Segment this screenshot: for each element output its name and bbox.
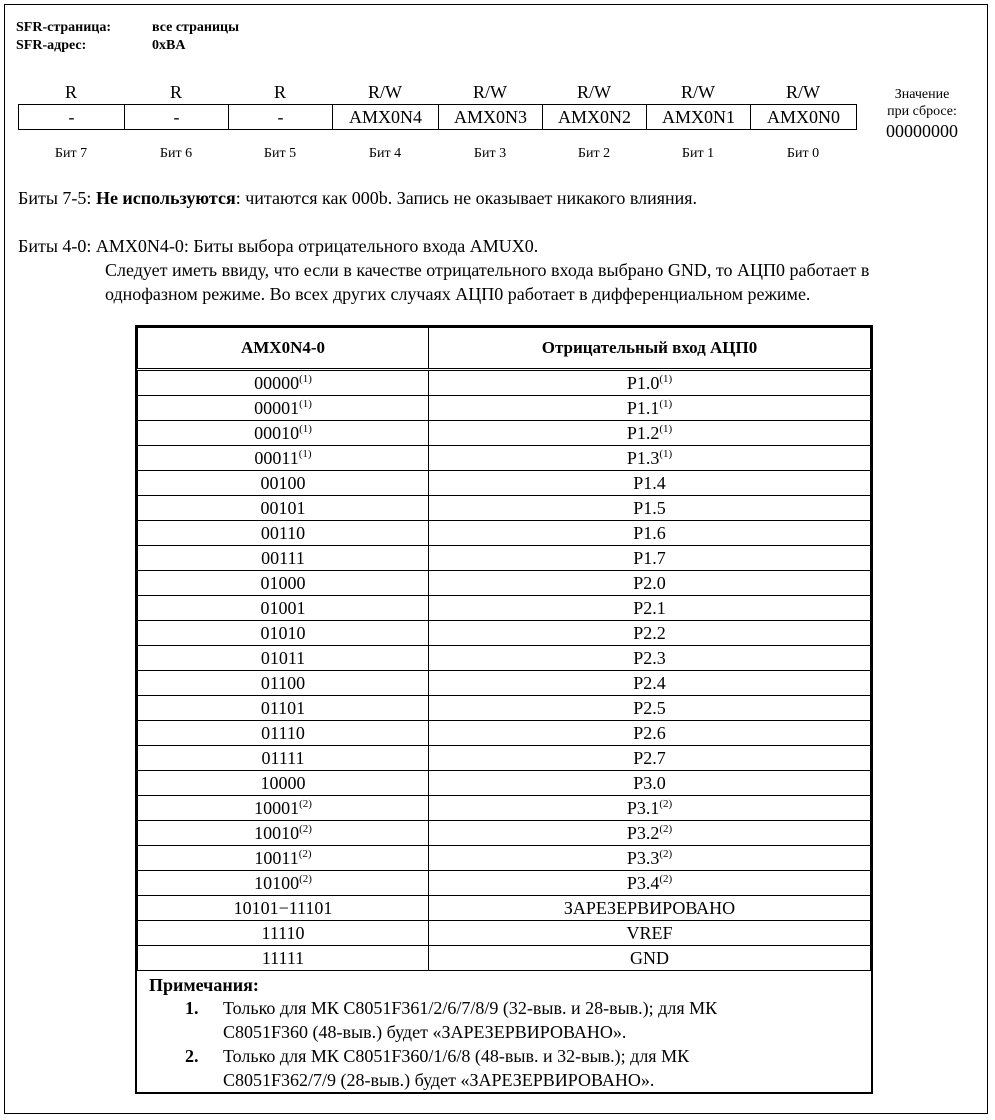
input-cell: P3.3$^{(2)}$ (429, 846, 871, 871)
code-cell: 00011$^{(1)}$ (138, 446, 429, 471)
input-cell: P1.1$^{(1)}$ (429, 396, 871, 421)
access-label: R (64, 82, 77, 102)
input-cell: P1.0$^{(1)}$ (429, 370, 871, 396)
code-cell: 00111 (138, 546, 429, 571)
code-cell: 10100$^{(2)}$ (138, 871, 429, 896)
footnote-ref: (1) (659, 372, 673, 385)
code-cell: 01000 (138, 571, 429, 596)
amx0n-table (135, 325, 873, 1094)
register-fields-row (19, 105, 857, 130)
reset-label-1: Значение (894, 87, 950, 102)
table-row (138, 446, 871, 471)
register-field-cell: AMX0N1 (647, 105, 751, 130)
table-row (138, 896, 871, 921)
input-cell: P1.2$^{(1)}$ (429, 421, 871, 446)
access-label: R/W (681, 82, 715, 102)
input-cell: P3.0 (429, 771, 871, 796)
code-cell: 10101−11101 (138, 896, 429, 921)
table-row (138, 821, 871, 846)
table-row (138, 621, 871, 646)
access-label: R (273, 82, 286, 102)
table-row (138, 521, 871, 546)
input-cell: P3.1$^{(2)}$ (429, 796, 871, 821)
bit-label: Бит 6 (159, 146, 193, 161)
footnote-ref: (2) (659, 822, 673, 835)
table-row (138, 846, 871, 871)
sfr-page-label: SFR-страница: (16, 20, 112, 35)
sfr-address-label: SFR-адрес: (16, 38, 87, 53)
bit-label: Бит 7 (54, 146, 88, 161)
reset-value: 00000000 (886, 121, 958, 141)
input-cell: P2.0 (429, 571, 871, 596)
bits-4-0-line-2: Следует иметь ввиду, что если в качестве отрицательного входа выбрано GND, то АЦП0 работает в (105, 260, 870, 280)
bit-label: Бит 3 (473, 146, 507, 161)
footnote-ref: (2) (298, 847, 312, 860)
bit-label: Бит 1 (681, 146, 715, 161)
bit-label: Бит 0 (786, 146, 820, 161)
input-cell: P2.6 (429, 721, 871, 746)
register-field-cell: AMX0N3 (439, 105, 543, 130)
register-field-cell: - (229, 105, 333, 130)
bits-7-5-description (18, 188, 697, 209)
footnote-ref: (2) (659, 847, 673, 860)
access-label: R/W (577, 82, 611, 102)
code-cell: 11111 (138, 946, 429, 971)
code-cell: 10001$^{(2)}$ (138, 796, 429, 821)
input-cell: P1.5 (429, 496, 871, 521)
footnote-ref: (2) (659, 797, 673, 810)
note-item (185, 996, 861, 1044)
note-text: Только для МК C8051F361/2/6/7/8/9 (32-выв. и 28-выв.); для МК C8051F360 (48-выв.) будет «ЗАРЕЗЕРВИРОВАНО». (223, 998, 718, 1042)
input-cell: VREF (429, 921, 871, 946)
footnote-ref: (2) (299, 822, 312, 835)
bits-4-0-line-1: Биты 4-0: AMX0N4-0: Биты выбора отрицательного входа AMUX0. (18, 236, 539, 256)
input-cell: P3.2$^{(2)}$ (429, 821, 871, 846)
table-row (138, 721, 871, 746)
note-number: 2. (185, 1046, 199, 1066)
table-row (138, 771, 871, 796)
input-cell: P2.7 (429, 746, 871, 771)
bit-label: Бит 4 (368, 146, 402, 161)
register-field-cell: - (125, 105, 229, 130)
table-row (138, 871, 871, 896)
note-text: Только для МК C8051F360/1/6/8 (48-выв. и 32-выв.); для МК C8051F362/7/9 (28-выв.) будет «ЗАРЕЗЕРВИРОВАНО». (223, 1046, 690, 1090)
notes-title: Примечания: (149, 975, 259, 995)
code-cell: 00010$^{(1)}$ (138, 421, 429, 446)
input-cell: P1.6 (429, 521, 871, 546)
table-header-row (138, 328, 871, 370)
bits-7-5-bold: Не используются (95, 188, 236, 208)
table-row (138, 696, 871, 721)
note-item (185, 1044, 861, 1092)
footnote-ref: (1) (299, 372, 312, 385)
footnote-ref: (1) (659, 422, 673, 435)
access-label: R/W (473, 82, 507, 102)
bits-7-5-rest: : читаются как 000b. Запись не оказывает никакого влияния. (235, 188, 698, 208)
bit-label: Бит 5 (263, 146, 297, 161)
register-field-cell: AMX0N4 (333, 105, 439, 130)
col-header-input: Отрицательный вход АЦП0 (429, 328, 871, 370)
table-row (138, 946, 871, 971)
input-cell: P1.7 (429, 546, 871, 571)
table-row (138, 370, 871, 396)
code-cell: 10010$^{(2)}$ (138, 821, 429, 846)
bits-4-0-line-3: однофазном режиме. Во всех других случаях АЦП0 работает в дифференциальном режиме. (105, 284, 811, 304)
table-row (138, 646, 871, 671)
input-cell: P2.2 (429, 621, 871, 646)
access-label: R/W (368, 82, 402, 102)
code-cell: 10000 (138, 771, 429, 796)
code-cell: 01110 (138, 721, 429, 746)
code-cell: 01101 (138, 696, 429, 721)
input-cell: P2.3 (429, 646, 871, 671)
notes-section (137, 971, 871, 1092)
footnote-ref: (1) (299, 397, 312, 410)
table-row (138, 671, 871, 696)
code-cell: 01111 (138, 746, 429, 771)
table-row (138, 496, 871, 521)
bits-7-5-prefix: Биты 7-5: (18, 188, 96, 208)
sfr-page-value: все страницы (152, 20, 240, 35)
code-cell: 01010 (138, 621, 429, 646)
footnote-ref: (2) (659, 872, 673, 885)
footnote-ref: (1) (659, 397, 673, 410)
table-row (138, 546, 871, 571)
table-row (138, 421, 871, 446)
code-cell: 00001$^{(1)}$ (138, 396, 429, 421)
register-field-cell: - (19, 105, 125, 130)
code-cell: 01011 (138, 646, 429, 671)
input-cell: P3.4$^{(2)}$ (429, 871, 871, 896)
code-cell: 10011$^{(2)}$ (138, 846, 429, 871)
input-cell: GND (429, 946, 871, 971)
table-row (138, 746, 871, 771)
table-row (138, 796, 871, 821)
code-cell: 01001 (138, 596, 429, 621)
input-cell: P1.3$^{(1)}$ (429, 446, 871, 471)
table-row (138, 471, 871, 496)
table-row (138, 921, 871, 946)
input-cell: ЗАРЕЗЕРВИРОВАНО (429, 896, 871, 921)
code-cell: 00000$^{(1)}$ (138, 370, 429, 396)
footnote-ref: (1) (299, 422, 312, 435)
register-bit-table (18, 104, 857, 130)
access-label: R/W (786, 82, 820, 102)
footnote-ref: (1) (298, 447, 312, 460)
code-cell: 00110 (138, 521, 429, 546)
input-cell: P2.5 (429, 696, 871, 721)
code-cell: 11110 (138, 921, 429, 946)
code-cell: 01100 (138, 671, 429, 696)
table-row (138, 396, 871, 421)
reset-value-block (872, 86, 972, 142)
footnote-ref: (1) (659, 447, 673, 460)
footnote-ref: (2) (299, 797, 312, 810)
code-cell: 00101 (138, 496, 429, 521)
register-field-cell: AMX0N2 (543, 105, 647, 130)
bit-label: Бит 2 (577, 146, 611, 161)
code-cell: 00100 (138, 471, 429, 496)
note-number: 1. (185, 998, 199, 1018)
sfr-address-value: 0xBA (152, 38, 186, 53)
input-cell: P1.4 (429, 471, 871, 496)
footnote-ref: (2) (299, 872, 312, 885)
input-cell: P2.1 (429, 596, 871, 621)
col-header-code: AMX0N4-0 (138, 328, 429, 370)
access-label: R (169, 82, 182, 102)
reset-label-2: при сбросе: (887, 104, 957, 119)
table-row (138, 596, 871, 621)
input-cell: P2.4 (429, 671, 871, 696)
table-row (138, 571, 871, 596)
register-field-cell: AMX0N0 (751, 105, 857, 130)
